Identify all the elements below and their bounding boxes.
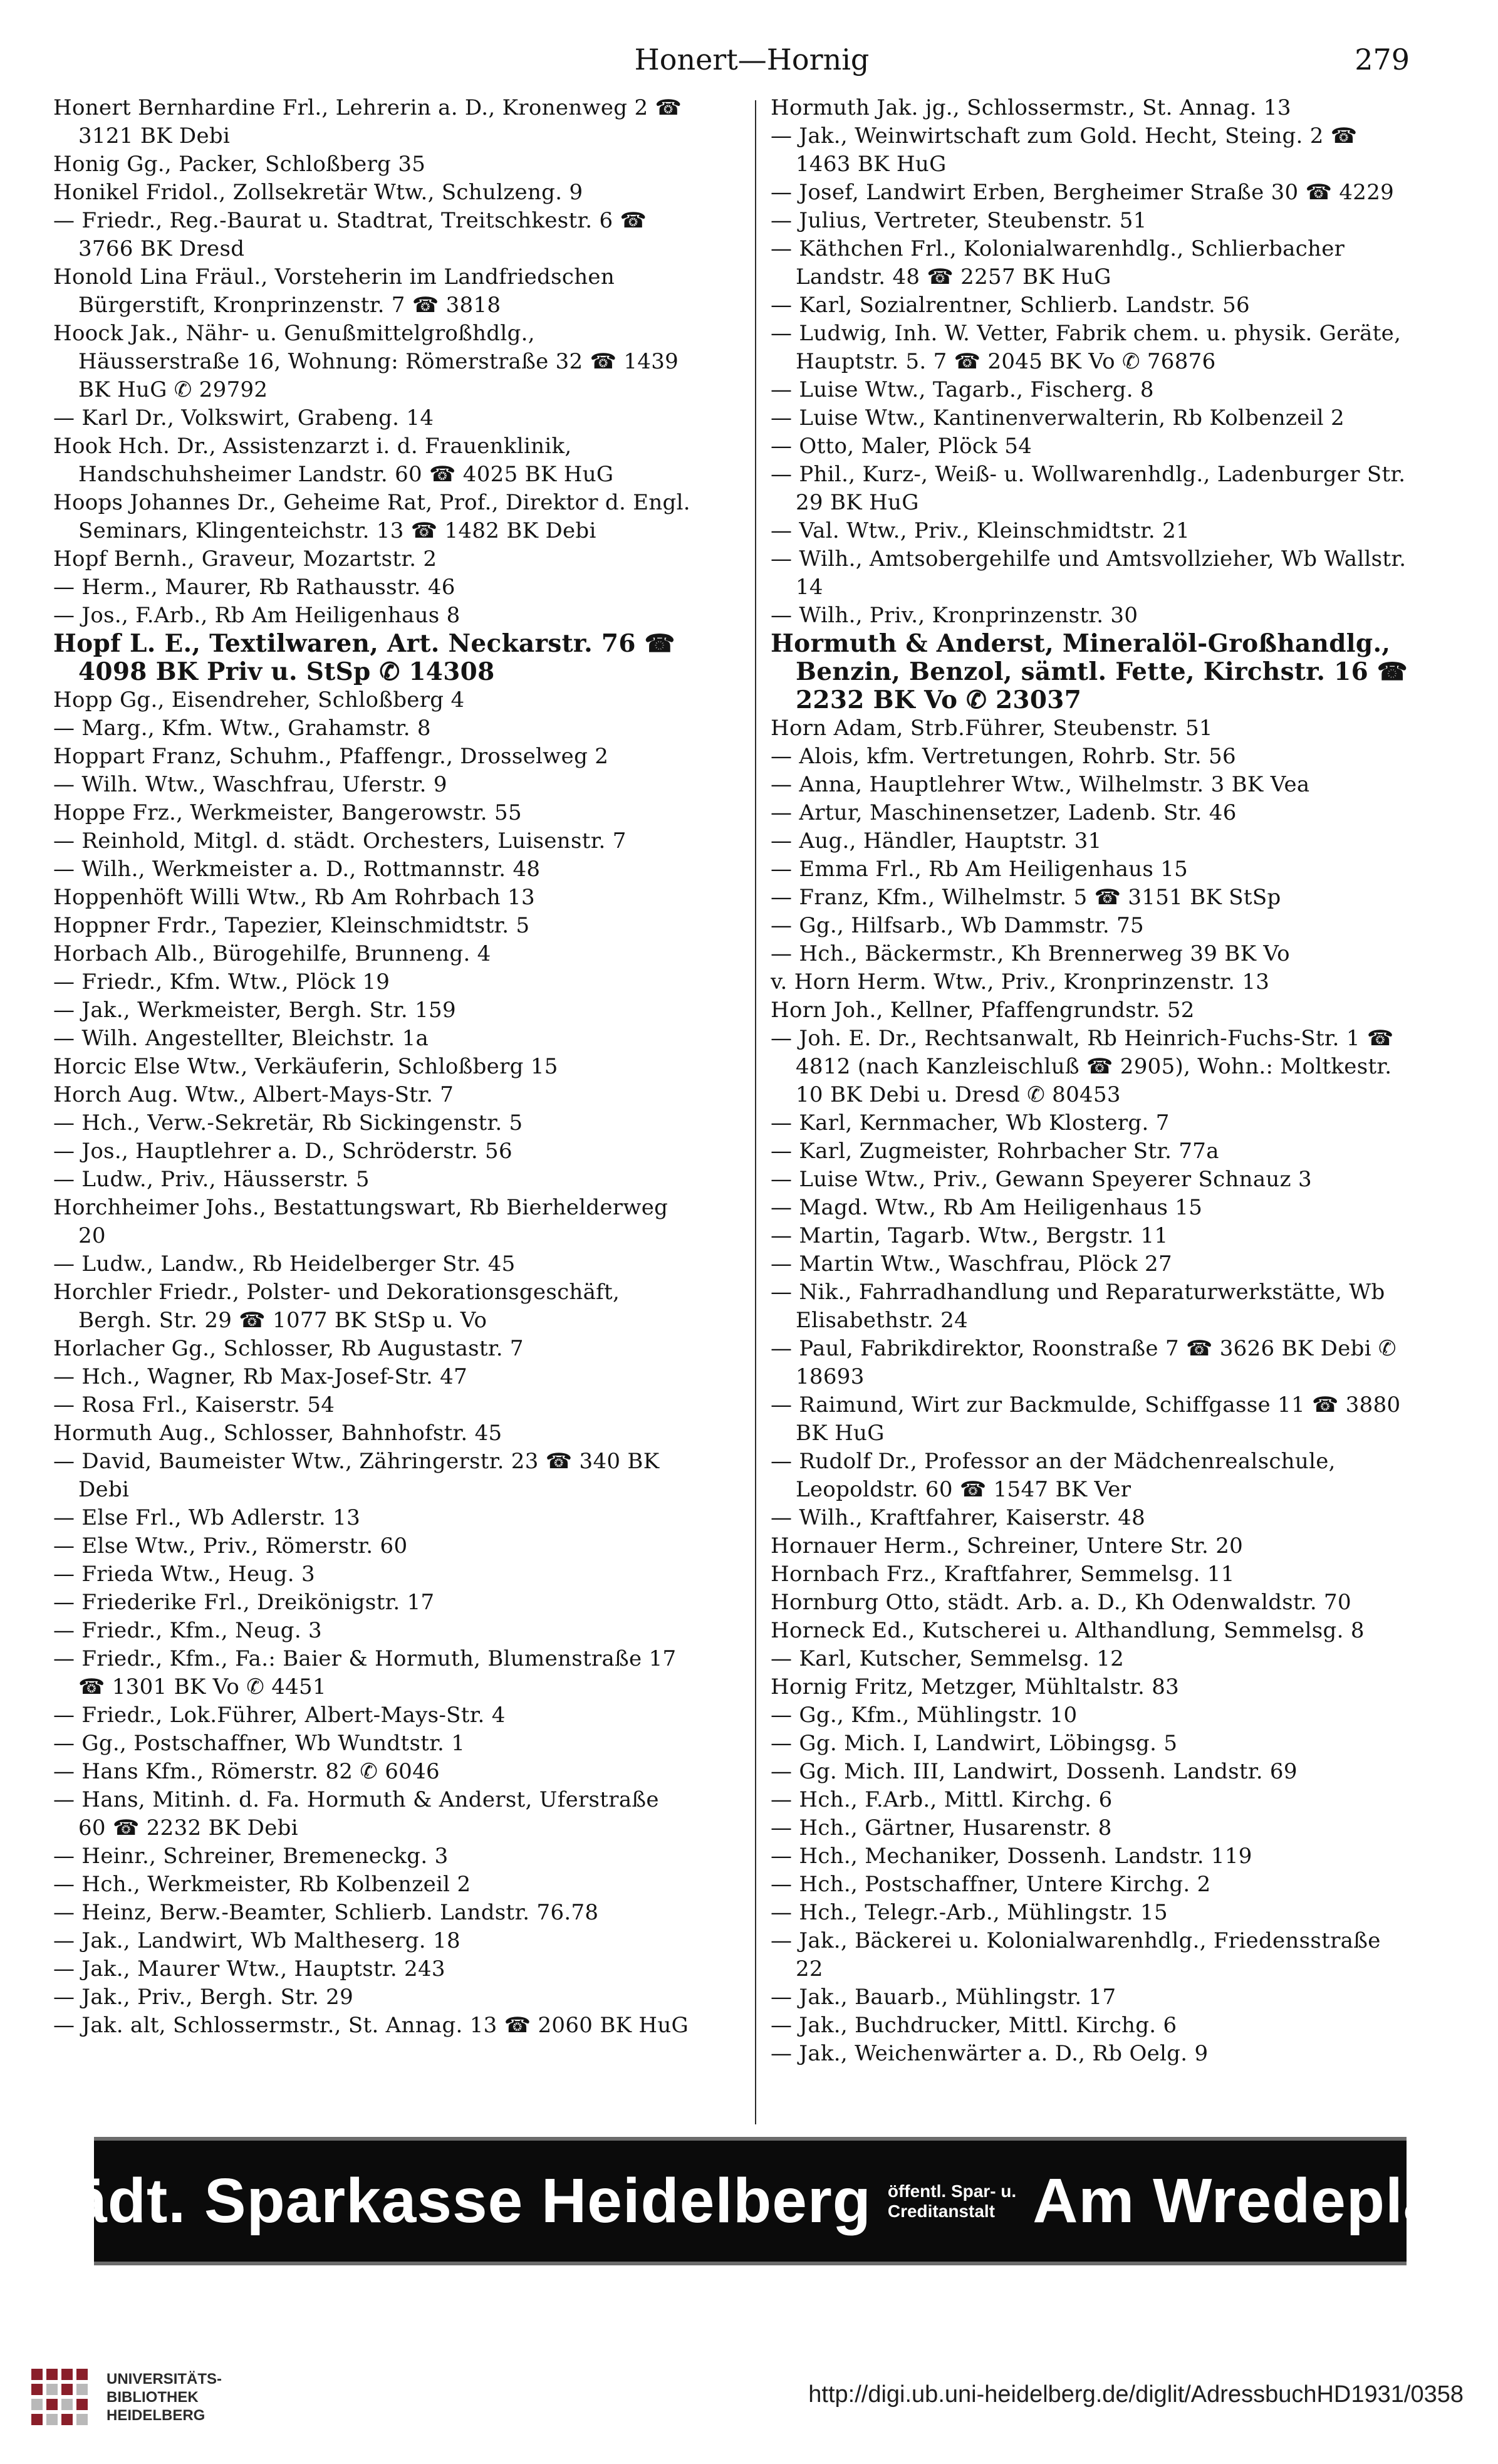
directory-entry: — Gg., Postschaffner, Wb Wundtstr. 1 <box>53 1731 466 1756</box>
directory-entry: Hornauer Herm., Schreiner, Untere Str. 20 <box>771 1533 1244 1558</box>
directory-entry: Hopf Bernh., Graveur, Mozartstr. 2 <box>53 546 437 572</box>
directory-entry: — Wilh., Amtsobergehilfe und Amtsvollzieher, Wb Wallstr. 14 <box>771 546 1407 600</box>
directory-entry: — Anna, Hauptlehrer Wtw., Wilhelmstr. 3 BK Vea <box>771 772 1310 797</box>
directory-entry: — Hch., Wagner, Rb Max-Josef-Str. 47 <box>53 1364 467 1389</box>
page-header <box>94 34 1410 85</box>
directory-entry: Horcic Else Wtw., Verkäuferin, Schloßberg 15 <box>53 1054 558 1079</box>
directory-entry: — Hch., Telegr.-Arb., Mühlingstr. 15 <box>771 1900 1168 1925</box>
directory-entry: — Frieda Wtw., Heug. 3 <box>53 1562 315 1587</box>
directory-entry: Hoppenhöft Willi Wtw., Rb Am Rohrbach 13 <box>53 885 535 910</box>
directory-entry: — Karl, Kutscher, Semmelsg. 12 <box>771 1646 1125 1671</box>
directory-entry: — Val. Wtw., Priv., Kleinschmidtstr. 21 <box>771 518 1190 543</box>
directory-entry: — Artur, Maschinensetzer, Ladenb. Str. 46 <box>771 800 1237 825</box>
directory-entry: — Ludw., Priv., Häusserstr. 5 <box>53 1167 370 1192</box>
ad-small-text <box>888 2181 1016 2221</box>
directory-entry: — Hans Kfm., Römerstr. 82 ✆ 6046 <box>53 1759 440 1784</box>
library-name-line-2: BIBLIOTHEK <box>107 2389 199 2406</box>
directory-entry: — Martin Wtw., Waschfrau, Plöck 27 <box>771 1251 1172 1276</box>
directory-entry: — David, Baumeister Wtw., Zähringerstr. 23 ☎ 340 BK Debi <box>53 1449 660 1502</box>
directory-entry: — Wilh. Angestellter, Bleichstr. 1a <box>53 1026 429 1051</box>
directory-entry: Hornbach Frz., Kraftfahrer, Semmelsg. 11 <box>771 1562 1235 1587</box>
directory-entry: — Martin, Tagarb. Wtw., Bergstr. 11 <box>771 1223 1168 1248</box>
directory-entry: Hormuth Jak. jg., Schlossermstr., St. Annag. 13 <box>771 95 1291 120</box>
ad-small-line-2: Creditanstalt <box>887 2201 996 2221</box>
directory-entry: — Heinr., Schreiner, Bremeneckg. 3 <box>53 1844 449 1869</box>
directory-entry: — Heinz, Berw.-Beamter, Schlierb. Landstr. 76.78 <box>53 1900 599 1925</box>
directory-entry: Hoppner Frdr., Tapezier, Kleinschmidtstr. 5 <box>53 913 530 938</box>
directory-entry: — Friedr., Reg.-Baurat u. Stadtrat, Treitschkestr. 6 ☎ 3766 BK Dresd <box>53 208 647 261</box>
directory-entry: — Julius, Vertreter, Steubenstr. 51 <box>771 208 1147 233</box>
directory-entry: Honikel Fridol., Zollsekretär Wtw., Schulzeng. 9 <box>53 180 583 205</box>
directory-entry: Hoppe Frz., Werkmeister, Bangerowstr. 55 <box>53 800 522 825</box>
directory-entry: — Friedr., Lok.Führer, Albert-Mays-Str. 4 <box>53 1703 506 1728</box>
directory-entry: — Luise Wtw., Kantinenverwalterin, Rb Kolbenzeil 2 <box>771 405 1345 431</box>
directory-entry: — Paul, Fabrikdirektor, Roonstraße 7 ☎ 3626 BK Debi ✆ 18693 <box>771 1336 1397 1389</box>
directory-entry: — Karl Dr., Volkswirt, Grabeng. 14 <box>53 405 434 431</box>
directory-entry: — Hch., Postschaffner, Untere Kirchg. 2 <box>771 1872 1211 1897</box>
directory-entry: — Jak., Maurer Wtw., Hauptstr. 243 <box>53 1956 445 1981</box>
sparkasse-advertisement <box>8 2137 1492 2265</box>
directory-entry: — Karl, Zugmeister, Rohrbacher Str. 77a <box>771 1139 1219 1164</box>
directory-entry: — Hch., Werkmeister, Rb Kolbenzeil 2 <box>53 1872 471 1897</box>
directory-entry: — Jos., Hauptlehrer a. D., Schröderstr. 56 <box>53 1139 512 1164</box>
directory-entry: — Hch., Mechaniker, Dossenh. Landstr. 119 <box>771 1844 1252 1869</box>
directory-entry: — Friedr., Kfm. Wtw., Plöck 19 <box>53 969 390 994</box>
source-url[interactable]: http://digi.ub.uni-heidelberg.de/diglit/AdressbuchHD1931/0358 <box>808 2381 1464 2408</box>
directory-entry: — Ludw., Landw., Rb Heidelberger Str. 45 <box>53 1251 516 1276</box>
directory-entry: — Herm., Maurer, Rb Rathausstr. 46 <box>53 575 455 600</box>
page-title: Honert—Hornig <box>634 43 870 76</box>
directory-entry: Hopp Gg., Eisendreher, Schloßberg 4 <box>53 687 465 713</box>
directory-entry: — Gg., Hilfsarb., Wb Dammstr. 75 <box>771 913 1144 938</box>
left-column <box>53 94 692 2124</box>
directory-entry: — Wilh. Wtw., Waschfrau, Uferstr. 9 <box>53 772 447 797</box>
directory-entry: Honert Bernhardine Frl., Lehrerin a. D., Kronenweg 2 ☎ 3121 BK Debi <box>53 95 682 149</box>
directory-entry: — Jak., Weinwirtschaft zum Gold. Hecht, Steing. 2 ☎ 1463 BK HuG <box>771 123 1358 177</box>
ad-location: Am Wredeplatz <box>1032 2166 1492 2236</box>
directory-entry: — Gg., Kfm., Mühlingstr. 10 <box>771 1703 1078 1728</box>
directory-entry: Hoops Johannes Dr., Geheime Rat, Prof., Direktor d. Engl. Seminars, Klingenteichstr. 13 ☎ 1482 BK Debi <box>53 490 690 543</box>
directory-entry: — Nik., Fahrradhandlung und Reparaturwerkstätte, Wb Elisabethstr. 24 <box>771 1280 1385 1333</box>
directory-entry: — Reinhold, Mitgl. d. städt. Orchesters, Luisenstr. 7 <box>53 828 627 854</box>
directory-entry: Horchheimer Johs., Bestattungswart, Rb Bierhelderweg 20 <box>53 1195 668 1248</box>
right-column <box>771 94 1410 2124</box>
ad-small-line-1: öffentl. Spar- u. <box>887 2181 1017 2201</box>
directory-entry: Horneck Ed., Kutscherei u. Althandlung, Semmelsg. 8 <box>771 1618 1365 1643</box>
directory-entry: — Josef, Landwirt Erben, Bergheimer Straße 30 ☎ 4229 <box>771 180 1395 205</box>
directory-entry: — Hans, Mitinh. d. Fa. Hormuth & Anderst, Uferstraße 60 ☎ 2232 BK Debi <box>53 1787 659 1840</box>
page-number: 279 <box>1355 43 1410 76</box>
directory-entry: — Raimund, Wirt zur Backmulde, Schiffgasse 11 ☎ 3880 BK HuG <box>771 1392 1401 1446</box>
directory-entry: — Jak. alt, Schlossermstr., St. Annag. 13 ☎ 2060 BK HuG <box>53 2013 689 2038</box>
directory-entry: — Franz, Kfm., Wilhelmstr. 5 ☎ 3151 BK StSp <box>771 885 1281 910</box>
directory-entry: — Joh. E. Dr., Rechtsanwalt, Rb Heinrich-Fuchs-Str. 1 ☎ 4812 (nach Kanzleischluß ☎ 2905), Wohn.: Moltkestr. 10 BK Debi u. Dresd ✆ 80453 <box>771 1026 1394 1107</box>
directory-entry: — Jak., Bäckerei u. Kolonialwarenhdlg., Friedensstraße 22 <box>771 1928 1381 1981</box>
directory-entry: — Hch., Bäckermstr., Kh Brennerweg 39 BK Vo <box>771 941 1290 966</box>
directory-entry: — Jak., Buchdrucker, Mittl. Kirchg. 6 <box>771 2013 1177 2038</box>
directory-entry: Honold Lina Fräul., Vorsteherin im Landfriedschen Bürgerstift, Kronprinzenstr. 7 ☎ 3818 <box>53 264 615 318</box>
directory-entry: — Jak., Landwirt, Wb Maltheserg. 18 <box>53 1928 460 1953</box>
library-name-line-3: HEIDELBERG <box>107 2407 205 2424</box>
directory-entry: — Hch., F.Arb., Mittl. Kirchg. 6 <box>771 1787 1113 1812</box>
directory-entry: Horch Aug. Wtw., Albert-Mays-Str. 7 <box>53 1082 454 1107</box>
directory-entry: — Hch., Verw.-Sekretär, Rb Sickingenstr. 5 <box>53 1110 523 1135</box>
directory-entry: — Hch., Gärtner, Husarenstr. 8 <box>771 1815 1112 1840</box>
directory-entry: Hoock Jak., Nähr- u. Genußmittelgroßhdlg., Häusserstraße 16, Wohnung: Römerstraße 32 ☎ 1439 BK HuG ✆ 29792 <box>53 321 679 402</box>
directory-entry: — Rosa Frl., Kaiserstr. 54 <box>53 1392 335 1417</box>
directory-entry: — Emma Frl., Rb Am Heiligenhaus 15 <box>771 857 1189 882</box>
directory-entry: Hopf L. E., Textilwaren, Art. Neckarstr. 76 ☎ 4098 BK Priv u. StSp ✆ 14308 <box>53 629 675 686</box>
directory-entry: v. Horn Herm. Wtw., Priv., Kronprinzenstr. 13 <box>771 969 1270 994</box>
directory-entry: — Wilh., Werkmeister a. D., Rottmannstr. 48 <box>53 857 541 882</box>
directory-entry: — Else Wtw., Priv., Römerstr. 60 <box>53 1533 408 1558</box>
directory-entry: — Wilh., Priv., Kronprinzenstr. 30 <box>771 603 1138 628</box>
directory-entry: — Rudolf Dr., Professor an der Mädchenrealschule, Leopoldstr. 60 ☎ 1547 BK Ver <box>771 1449 1336 1502</box>
directory-entry: — Jak., Bauarb., Mühlingstr. 17 <box>771 1985 1116 2010</box>
library-emblem-icon <box>25 2362 94 2431</box>
directory-entry: — Wilh., Kraftfahrer, Kaiserstr. 48 <box>771 1505 1146 1530</box>
directory-entry: Honig Gg., Packer, Schloßberg 35 <box>53 152 426 177</box>
directory-entry: — Karl, Kernmacher, Wb Klosterg. 7 <box>771 1110 1170 1135</box>
directory-entry: — Alois, kfm. Vertretungen, Rohrb. Str. 56 <box>771 744 1236 769</box>
directory-entry: Horlacher Gg., Schlosser, Rb Augustastr. 7 <box>53 1336 524 1361</box>
directory-entry: Hornig Fritz, Metzger, Mühltalstr. 83 <box>771 1674 1180 1699</box>
directory-entry: Hoppart Franz, Schuhm., Pfaffengr., Drosselweg 2 <box>53 744 609 769</box>
directory-entry: — Friederike Frl., Dreikönigstr. 17 <box>53 1590 435 1615</box>
library-name-line-1: UNIVERSITÄTS- <box>107 2371 222 2388</box>
directory-entry: — Jos., F.Arb., Rb Am Heiligenhaus 8 <box>53 603 460 628</box>
directory-entry: — Aug., Händler, Hauptstr. 31 <box>771 828 1102 854</box>
directory-entry: — Else Frl., Wb Adlerstr. 13 <box>53 1505 361 1530</box>
directory-entry: — Gg. Mich. III, Landwirt, Dossenh. Landstr. 69 <box>771 1759 1298 1784</box>
directory-entry: — Friedr., Kfm., Fa.: Baier & Hormuth, Blumenstraße 17 ☎ 1301 BK Vo ✆ 4451 <box>53 1646 677 1699</box>
directory-entry: — Marg., Kfm. Wtw., Grahamstr. 8 <box>53 716 431 741</box>
directory-entry: Hornburg Otto, städt. Arb. a. D., Kh Odenwaldstr. 70 <box>771 1590 1351 1615</box>
directory-entry: — Karl, Sozialrentner, Schlierb. Landstr. 56 <box>771 293 1250 318</box>
directory-entry: Hormuth & Anderst, Mineralöl-Großhandlg., Benzin, Benzol, sämtl. Fette, Kirchstr. 16 ☎ 2232 BK Vo ✆ 23037 <box>771 629 1408 714</box>
directory-entry: Horbach Alb., Bürogehilfe, Brunneng. 4 <box>53 941 491 966</box>
directory-entry: — Jak., Weichenwärter a. D., Rb Oelg. 9 <box>771 2041 1209 2066</box>
directory-entry: Hormuth Aug., Schlosser, Bahnhofstr. 45 <box>53 1421 502 1446</box>
column-divider <box>755 100 756 2124</box>
directory-entry: Horn Joh., Kellner, Pfaffengrundstr. 52 <box>771 998 1195 1023</box>
directory-entry: — Jak., Priv., Bergh. Str. 29 <box>53 1985 354 2010</box>
directory-entry: — Otto, Maler, Plöck 54 <box>771 434 1032 459</box>
directory-entry: — Luise Wtw., Priv., Gewann Speyerer Schnauz 3 <box>771 1167 1312 1192</box>
directory-entry: — Gg. Mich. I, Landwirt, Löbingsg. 5 <box>771 1731 1178 1756</box>
directory-entry: Horchler Friedr., Polster- und Dekorationsgeschäft, Bergh. Str. 29 ☎ 1077 BK StSp u. Vo <box>53 1280 620 1333</box>
library-name <box>107 2370 222 2425</box>
directory-entry: — Luise Wtw., Tagarb., Fischerg. 8 <box>771 377 1154 402</box>
directory-entry: — Phil., Kurz-, Weiß- u. Wollwarenhdlg., Ladenburger Str. 29 BK HuG <box>771 462 1406 515</box>
directory-entry: — Käthchen Frl., Kolonialwarenhdlg., Schlierbacher Landstr. 48 ☎ 2257 BK HuG <box>771 236 1345 290</box>
directory-entry: — Friedr., Kfm., Neug. 3 <box>53 1618 322 1643</box>
directory-entry: Hook Hch. Dr., Assistenzarzt i. d. Frauenklinik, Handschuhsheimer Landstr. 60 ☎ 4025 BK HuG <box>53 434 614 487</box>
directory-entry: — Jak., Werkmeister, Bergh. Str. 159 <box>53 998 456 1023</box>
directory-entry: — Magd. Wtw., Rb Am Heiligenhaus 15 <box>771 1195 1203 1220</box>
library-logo <box>25 2356 376 2431</box>
directory-entry: — Ludwig, Inh. W. Vetter, Fabrik chem. u. physik. Geräte, Hauptstr. 5. 7 ☎ 2045 BK Vo ✆ 76876 <box>771 321 1402 374</box>
directory-entry: Horn Adam, Strb.Führer, Steubenstr. 51 <box>771 716 1213 741</box>
ad-main-text: Städt. Sparkasse Heidelberg <box>8 2166 871 2236</box>
